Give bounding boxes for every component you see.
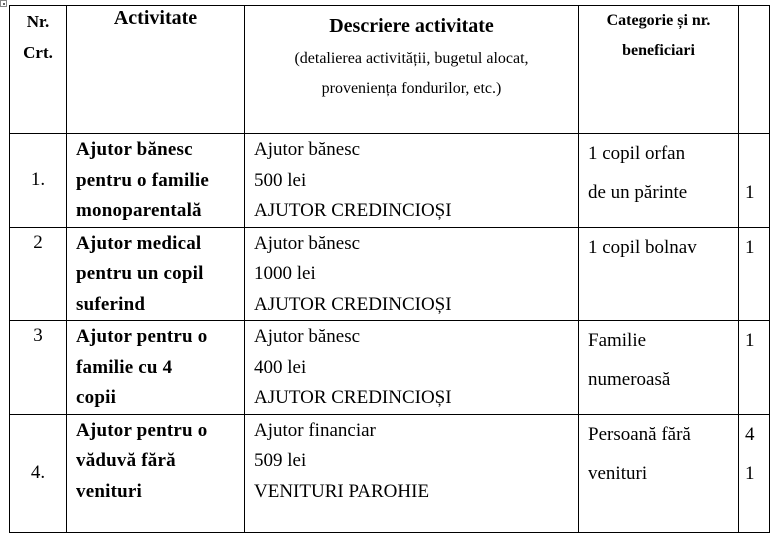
row-descriere-line: AJUTOR CREDINCIOȘI: [254, 293, 452, 315]
row-extra-line: 1: [745, 330, 755, 351]
header-descriere-title: Descriere activitate: [329, 15, 494, 37]
row-activitate-line: monoparentală: [76, 200, 202, 221]
row-extra-line: [745, 134, 769, 173]
row-categorie-line: Familie: [588, 330, 647, 351]
row-activitate-line: suferind: [76, 293, 146, 315]
row-descriere-line: 400 lei: [254, 356, 307, 378]
header-nr-line2: Crt.: [23, 43, 53, 62]
header-descriere-sub-line1: (detalierea activității, bugetul alocat,: [294, 50, 529, 67]
row-descriere: [245, 227, 579, 321]
header-categorie-line1: Categorie și nr.: [606, 12, 711, 29]
row-categorie: [579, 321, 739, 415]
row-descriere-line: 509 lei: [254, 450, 307, 471]
table-move-handle-icon[interactable]: [0, 0, 7, 7]
row-extra-cut-off: [739, 321, 770, 415]
row-nr: 4.: [10, 414, 67, 532]
row-descriere-line: Ajutor bănesc: [254, 232, 361, 254]
row-nr: 3: [10, 321, 67, 415]
row-categorie-line: venituri: [588, 462, 648, 484]
table-header-row: [10, 6, 770, 134]
row-activitate: [67, 414, 245, 532]
row-descriere: [245, 414, 579, 532]
row-descriere: [245, 321, 579, 415]
row-activitate: [67, 134, 245, 228]
row-categorie: [579, 134, 739, 228]
header-descriere-subtitle: [245, 38, 578, 104]
row-categorie: [579, 227, 739, 321]
row-extra-cut-off: [739, 134, 770, 228]
row-categorie-line: numeroasă: [588, 369, 671, 390]
activities-table: [9, 5, 770, 533]
table-row: [10, 134, 770, 228]
row-activitate-line: Ajutor pentru o: [76, 326, 208, 347]
row-categorie-line: 1 copil bolnav: [588, 236, 697, 258]
row-categorie-line: 1 copil orfan: [588, 143, 686, 164]
row-activitate-line: familie cu 4: [76, 356, 173, 378]
row-activitate-line: văduvă fără: [76, 450, 176, 471]
row-activitate: [67, 227, 245, 321]
row-activitate-line: venituri: [76, 480, 142, 502]
row-extra-cut-off: [739, 414, 770, 532]
row-activitate: [67, 321, 245, 415]
row-activitate-line: copii: [76, 387, 117, 408]
row-nr: 1.: [10, 134, 67, 228]
row-descriere-line: 1000 lei: [254, 263, 316, 284]
row-descriere: [245, 134, 579, 228]
header-descriere-sub-line2: proveniența fondurilor, etc.): [321, 80, 502, 97]
row-descriere-line: Ajutor financiar: [254, 419, 376, 441]
header-categorie: [579, 6, 739, 134]
row-extra-line: 4: [745, 423, 755, 445]
row-extra-line: 1: [745, 182, 755, 203]
table-row: [10, 321, 770, 415]
row-descriere-line: Ajutor bănesc: [254, 326, 361, 347]
row-activitate-line: pentru o familie: [76, 169, 210, 191]
table-row: [10, 414, 770, 532]
header-descriere: [245, 6, 579, 134]
row-categorie: [579, 414, 739, 532]
row-activitate-line: Ajutor pentru o: [76, 419, 208, 441]
row-activitate-line: Ajutor medical: [76, 232, 202, 254]
row-activitate-line: pentru un copil: [76, 263, 204, 284]
row-categorie-line: de un părinte: [588, 182, 688, 203]
table-row: [10, 227, 770, 321]
row-descriere-line: VENITURI PAROHIE: [254, 480, 430, 502]
row-extra-cut-off: [739, 227, 770, 321]
row-nr: 2: [10, 227, 67, 321]
header-activitate-label: Activitate: [113, 7, 198, 29]
row-extra-line: 1: [745, 462, 755, 484]
row-categorie-line: Persoană fără: [588, 423, 691, 445]
header-nr-crt: [10, 6, 67, 134]
row-descriere-line: AJUTOR CREDINCIOȘI: [254, 387, 452, 408]
header-extra-cut-off: [739, 6, 770, 134]
row-extra-line: 1: [745, 236, 755, 258]
row-descriere-line: Ajutor bănesc: [254, 139, 361, 160]
header-categorie-line2: beneficiari: [622, 42, 695, 59]
row-descriere-line: AJUTOR CREDINCIOȘI: [254, 200, 452, 221]
header-activitate: [67, 6, 245, 134]
header-nr-line1: Nr.: [26, 12, 50, 31]
row-descriere-line: 500 lei: [254, 169, 307, 191]
row-activitate-line: Ajutor bănesc: [76, 139, 193, 160]
